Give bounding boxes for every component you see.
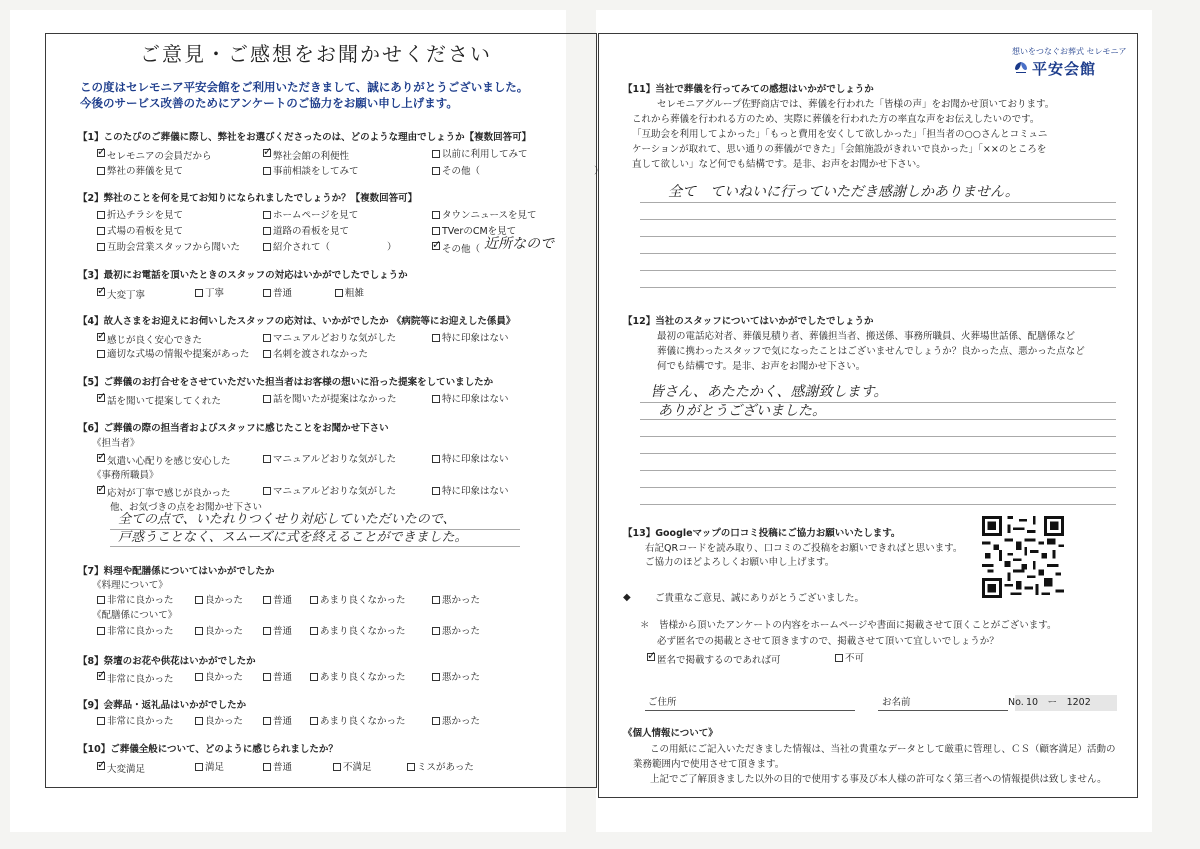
- q6-note: 他、お気づきの点をお聞かせ下さい: [110, 502, 263, 513]
- q6-opt-office-polite[interactable]: ✓応対が丁寧で感じが良かった: [97, 486, 231, 500]
- q12-body-2: 葬儀に携わったスタッフで気になったことはございませんでしょうか？良かった点、悪かった点など: [657, 346, 1085, 357]
- thanks-text: ご貴重なご意見、誠にありがとうございました。: [655, 593, 865, 604]
- privacy-body-2: 業務範囲内で使用させて頂きます。: [633, 759, 785, 770]
- q2-opt-hall-sign[interactable]: 式場の看板を見て: [97, 226, 183, 238]
- q7-food-bad[interactable]: 悪かった: [432, 595, 480, 607]
- q2-opt-townnews[interactable]: タウンニュースを見て: [432, 210, 537, 222]
- q12-label: 【12】当社のスタッフについてはいかがでしたでしょうか: [623, 316, 874, 327]
- q1-opt-seen-funeral[interactable]: 弊社の葬儀を見て: [97, 166, 183, 178]
- q3-opt-very-polite[interactable]: ✓大変丁寧: [97, 288, 145, 302]
- q3-opt-polite[interactable]: 丁寧: [195, 288, 224, 300]
- q8-good[interactable]: 良かった: [195, 672, 243, 684]
- q6-opt-staff-manual[interactable]: マニュアルどおりな気がした: [263, 454, 396, 466]
- q7-serve-not-good[interactable]: あまり良くなかった: [310, 626, 406, 638]
- q7-food-normal[interactable]: 普通: [263, 595, 292, 607]
- q9-good[interactable]: 良かった: [195, 716, 243, 728]
- q13-label: 【13】Googleマップの口コミ投稿にご協力お願いいたします。: [623, 528, 901, 539]
- page-title: ご意見・ご感想をお聞かせください: [140, 42, 492, 66]
- privacy-body-3: 上記でご了解頂きました以外の目的で使用する事及び本人様の許可なく第三者への情報提供は致しません。: [650, 774, 1107, 785]
- q8-normal[interactable]: 普通: [263, 672, 292, 684]
- q4-opt-no-card[interactable]: 名刺を渡されなかった: [263, 349, 368, 361]
- publish-opt-no[interactable]: 不可: [835, 653, 864, 665]
- q7-sub-food: 《料理について》: [92, 580, 168, 591]
- q9-not-good[interactable]: あまり良くなかった: [310, 716, 406, 728]
- q12-body-3: 何でも結構です。是非、お声をお聞かせ下さい。: [657, 361, 866, 372]
- q3-opt-rough[interactable]: 粗雑: [335, 288, 364, 300]
- q6-handwritten-2: 戸惑うことなく、スムーズに式を終えることができました。: [118, 530, 468, 545]
- q6-handwritten-1: 全ての点で、いたれりつくせり対応していただいたので、: [118, 512, 456, 527]
- q6-line-2: [110, 546, 520, 547]
- q8-bad[interactable]: 悪かった: [432, 672, 480, 684]
- publish-line-1: ＊ 皆様から頂いたアンケートの内容をホームページや書面に掲載させて頂くことがございます。: [640, 620, 1057, 631]
- q5-opt-no-impression[interactable]: 特に印象はない: [432, 394, 509, 406]
- q3-label: 【3】最初にお電話を頂いたときのスタッフの対応はいかがでしたでしょうか: [78, 270, 408, 281]
- q11-body-1: セレモニアグループ佐野商店では、葬儀を行われた「皆様の声」をお聞かせ頂いております。: [657, 99, 1055, 110]
- q2-handwritten: 近所なので: [484, 236, 554, 252]
- q10-mistake[interactable]: ミスがあった: [407, 762, 474, 774]
- q9-normal[interactable]: 普通: [263, 716, 292, 728]
- brand-name: 平安会館: [1032, 60, 1097, 78]
- q7-food-not-good[interactable]: あまり良くなかった: [310, 595, 406, 607]
- q2-opt-referral[interactable]: 紹介されて（ ）: [263, 242, 397, 254]
- q8-not-good[interactable]: あまり良くなかった: [310, 672, 406, 684]
- number-label: No.: [1008, 697, 1024, 708]
- q2-opt-homepage[interactable]: ホームページを見て: [263, 210, 358, 222]
- q1-opt-convenience[interactable]: ✓ 弊社会館の利便性: [263, 149, 349, 163]
- brand-tagline: 想いをつなぐお葬式 セレモニア: [1012, 47, 1127, 56]
- q5-opt-no-proposal[interactable]: 話を聞いたが提案はなかった: [263, 394, 397, 406]
- q5-label: 【5】ご葬儀のお打合せをさせていただいた担当者はお客様の想いに沿った提案をしていましたか: [78, 377, 494, 388]
- q12-handwritten-2: ありがとうございました。: [658, 403, 826, 419]
- publish-line-2: 必ず匿名での掲載とさせて頂きますので、掲載させて頂いて宜しいでしょうか？: [657, 636, 999, 647]
- q4-label: 【4】故人さまをお迎えにお伺いしたスタッフの応対は、いかがでしたか 《病院等にお迎えした係員》: [78, 316, 516, 327]
- q10-satisfied[interactable]: 満足: [195, 762, 224, 774]
- q7-serve-good[interactable]: 良かった: [195, 626, 243, 638]
- q6-opt-staff-no-impression[interactable]: 特に印象はない: [432, 454, 509, 466]
- q1-label: 【1】このたびのご葬儀に際し、弊社をお選びくださったのは、どのような理由でしょうか【複数回答可】: [78, 132, 532, 143]
- q10-label: 【10】ご葬儀全般について、どのように感じられましたか？: [78, 744, 338, 755]
- q2-opt-flyer[interactable]: 折込チラシを見て: [97, 210, 183, 222]
- q1-opt-member[interactable]: ✓セレモニアの会員だから: [97, 149, 212, 163]
- q6-line-1: [110, 529, 520, 530]
- qr-code[interactable]: [982, 516, 1064, 598]
- q8-very-good[interactable]: ✓非常に良かった: [97, 672, 174, 686]
- q6-sub-staff: 《担当者》: [92, 438, 140, 449]
- q1-opt-used-before[interactable]: 以前に利用してみて: [432, 149, 528, 161]
- q7-label: 【7】料理や配膳係についてはいかがでしたか: [78, 566, 275, 577]
- publish-opt-yes[interactable]: ✓匿名で掲載するのであれば可: [647, 653, 781, 667]
- address-label: ご住所: [648, 697, 677, 708]
- brand-logo-icon: [1013, 60, 1029, 76]
- q2-label: 【2】弊社のことを何を見てお知りになられましたでしょうか？【複数回答可】: [78, 193, 418, 204]
- q4-opt-no-impression[interactable]: 特に印象はない: [432, 333, 509, 345]
- q12-handwritten-1: 皆さん、あたたかく、感謝致します。: [650, 384, 888, 400]
- q2-opt-road-sign[interactable]: 道路の看板を見て: [263, 226, 349, 238]
- q11-label: 【11】当社で葬儀を行ってみての感想はいかがでしょうか: [623, 84, 874, 95]
- q9-label: 【9】会葬品・返礼品はいかがでしたか: [78, 700, 247, 711]
- q13-body-2: ご協力のほどよろしくお願い申し上げます。: [645, 557, 835, 568]
- q9-very-good[interactable]: 非常に良かった: [97, 716, 174, 728]
- q7-serve-very-good[interactable]: 非常に良かった: [97, 626, 174, 638]
- q2-opt-tver[interactable]: TVerのCMを見て: [432, 226, 516, 238]
- q11-body-5: 直して欲しい」など何でも結構です。是非、お声をお聞かせ下さい。: [632, 159, 926, 170]
- diamond-icon: ◆: [623, 592, 631, 603]
- q7-food-good[interactable]: 良かった: [195, 595, 243, 607]
- q11-body-4: ケーションが取れて、思い通りの葬儀ができた」「会館施設がきれいで良かった」「××のところを: [632, 144, 1047, 155]
- q7-food-very-good[interactable]: 非常に良かった: [97, 595, 174, 607]
- q10-unsatisfied[interactable]: 不満足: [333, 762, 372, 774]
- intro-line-1: この度はセレモニア平安会館をご利用いただきまして、誠にありがとうございました。: [80, 80, 529, 94]
- name-label: お名前: [882, 697, 911, 708]
- q5-opt-listened-proposed[interactable]: ✓話を聞いて提案してくれた: [97, 394, 221, 408]
- q1-opt-other[interactable]: その他（ ）: [432, 166, 604, 178]
- q6-opt-office-no-impression[interactable]: 特に印象はない: [432, 486, 509, 498]
- q10-normal[interactable]: 普通: [263, 762, 292, 774]
- number-value: 10 ー 1202: [1026, 697, 1091, 708]
- q6-sub-office: 《事務所職員》: [92, 470, 159, 481]
- q4-opt-manual[interactable]: マニュアルどおりな気がした: [263, 333, 396, 345]
- q7-serve-normal[interactable]: 普通: [263, 626, 292, 638]
- q2-opt-other[interactable]: ✓ その他（: [432, 242, 480, 256]
- q8-label: 【8】祭壇のお花や供花はいかがでしたか: [78, 656, 256, 667]
- q10-very-satisfied[interactable]: ✓大変満足: [97, 762, 145, 776]
- q11-handwritten: 全て ていねいに行っていただき感謝しかありません。: [668, 184, 1019, 200]
- q4-opt-proper-info[interactable]: 適切な式場の情報や提案があった: [97, 349, 249, 361]
- q6-opt-office-manual[interactable]: マニュアルどおりな気がした: [263, 486, 396, 498]
- q7-sub-serving: 《配膳係について》: [92, 610, 178, 621]
- q2-opt-staff[interactable]: 互助会営業スタッフから聞いた: [97, 242, 240, 254]
- q11-body-2: これから葬儀を行われる方のため、実際に葬儀を行われた方の率直な声をお伝えしたいのです。: [632, 114, 1040, 125]
- intro-line-2: 今後のサービス改善のためにアンケートのご協力をお願い申し上げます。: [80, 96, 458, 110]
- q13-body-1: 右記QRコードを読み取り、口コミのご投稿をお願いできればと思います。: [645, 543, 963, 554]
- privacy-title: 《個人情報について》: [623, 728, 718, 739]
- q4-opt-reassuring[interactable]: ✓感じが良く安心できた: [97, 333, 202, 347]
- q12-body-1: 最初の電話応対者、葬儀見積り者、葬儀担当者、搬送係、事務所職員、火葬場世話係、配膳係など: [657, 331, 1076, 342]
- q6-label: 【6】ご葬儀の際の担当者およびスタッフに感じたことをお聞かせ下さい: [78, 423, 389, 434]
- privacy-body-1: この用紙にご記入いただきました情報は、当社の貴重なデータとして厳重に管理し、ＣＳ（顧客満足）活動の: [650, 744, 1116, 755]
- q1-opt-consultation[interactable]: 事前相談をしてみて: [263, 166, 359, 178]
- q11-body-3: 「互助会を利用してよかった」「もっと費用を安くして欲しかった」「担当者の○○さんとコミュニ: [632, 129, 1048, 140]
- q3-opt-normal[interactable]: 普通: [263, 288, 292, 300]
- q9-bad[interactable]: 悪かった: [432, 716, 480, 728]
- q6-opt-staff-caring[interactable]: ✓気遣い心配りを感じ安心した: [97, 454, 231, 468]
- q7-serve-bad[interactable]: 悪かった: [432, 626, 480, 638]
